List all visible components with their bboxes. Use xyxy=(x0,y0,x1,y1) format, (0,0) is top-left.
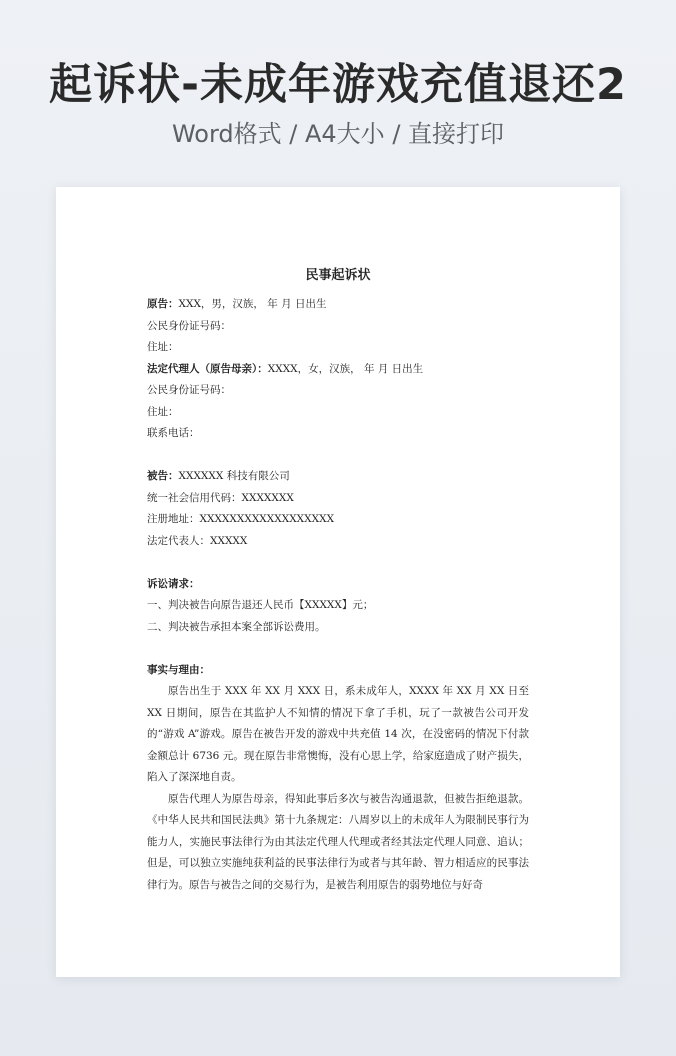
spacer xyxy=(147,445,529,467)
document-title: 民事起诉状 xyxy=(305,268,371,283)
guardian-value: XXXX，女，汉族， 年 月 日出生 xyxy=(267,362,424,375)
guardian-line xyxy=(147,359,529,381)
facts-paragraph-2: 原告代理人为原告母亲，得知此事后多次与被告沟通退款，但被告拒绝退款。《中华人民共和国民法典》第十九条规定：八周岁以上的未成年人为限制民事行为能力人，实施民事法律行为由其法定代理人代理或者经其法定代理人同意、追认；但是，可以独立实施纯获利益的民事法律行为或者与其年龄、智力相适应的民事法律行为。原告与被告之间的交易行为，是被告利用原告的弱势地位与好奇 xyxy=(147,792,529,891)
facts-heading: 事实与理由： xyxy=(147,663,210,676)
claim-item-1: 一、判决被告向原告退还人民币【XXXXX】元； xyxy=(147,599,374,611)
document-body xyxy=(147,266,529,896)
defendant-credit-code: 统一社会信用代码：XXXXXXX xyxy=(147,491,294,504)
banner-title: 起诉状-未成年游戏充值退还2 xyxy=(49,60,627,110)
defendant-line xyxy=(147,466,529,488)
guardian-id-line: 公民身份证号码： xyxy=(147,384,231,396)
plaintiff-line xyxy=(147,294,529,316)
defendant-legal-representative: 法定代表人：XXXXX xyxy=(147,534,248,547)
defendant-registered-address: 注册地址：XXXXXXXXXXXXXXXXXX xyxy=(147,513,335,525)
guardian-label: 法定代理人（原告母亲）： xyxy=(147,362,268,375)
plaintiff-label: 原告： xyxy=(147,298,179,310)
plaintiff-id-line: 公民身份证号码： xyxy=(147,319,231,332)
defendant-value: XXXXXX 科技有限公司 xyxy=(178,470,290,482)
guardian-address-line: 住址： xyxy=(147,405,179,418)
spacer xyxy=(147,638,529,660)
claims-heading: 诉讼请求： xyxy=(147,577,200,590)
banner-subtitle: Word格式 / A4大小 / 直接打印 xyxy=(171,120,505,148)
plaintiff-value: XXX，男，汉族， 年 月 日出生 xyxy=(178,298,327,310)
document-page xyxy=(56,187,620,977)
defendant-label: 被告： xyxy=(147,470,179,482)
spacer xyxy=(147,552,529,574)
plaintiff-address-line: 住址： xyxy=(147,341,179,353)
facts-paragraph-1: 原告出生于 XXX 年 XX 月 XXX 日，系未成年人，XXXX 年 XX 月 XX 日至 XX 日期间，原告在其监护人不知情的情况下拿了手机，玩了一款被告公司开发的“游戏 A”游戏。原告在被告开发的游戏中共充值 14 次，在没密码的情况下付款金额总计 6736 元。现在原告非常懊悔，没有心思上学，给家庭造成了财产损失，陷入了深深地自责。 xyxy=(147,685,529,783)
guardian-phone-line: 联系电话： xyxy=(147,427,200,439)
claim-item-2: 二、判决被告承担本案全部诉讼费用。 xyxy=(147,620,326,633)
